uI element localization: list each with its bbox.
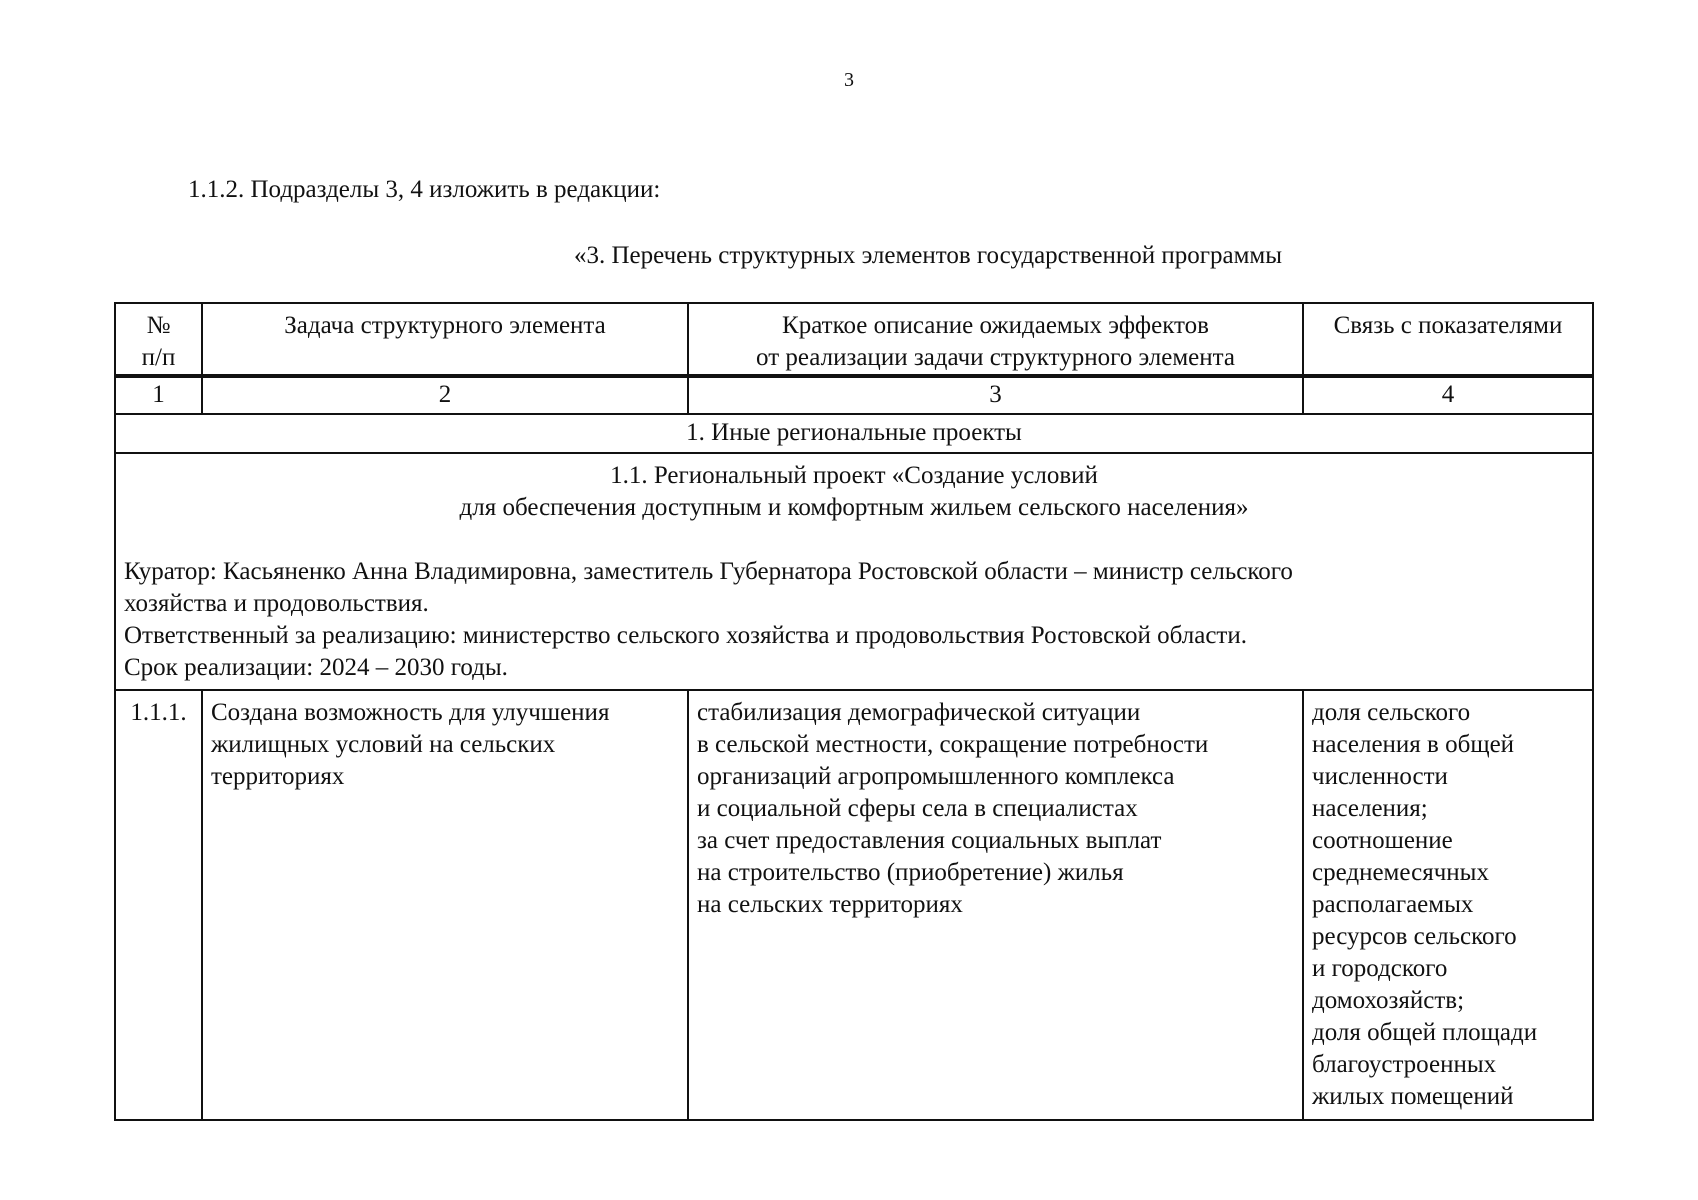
header-indicators [1303,303,1593,376]
intro-paragraph: 1.1.2. Подразделы 3, 4 изложить в редакции: [188,176,661,203]
project-title-line-1: 1.1. Региональный проект «Создание условий [610,462,1098,489]
row-effect-line: организаций агропромышленного комплекса [697,763,1175,790]
header-effects [688,303,1303,376]
row-effect-line: в сельской местности, сокращение потребности [697,731,1209,758]
row-effect-line: и социальной сферы села в специалистах [697,795,1138,822]
row-indicator-line: населения; [1312,795,1428,822]
project-responsible: Ответственный за реализацию: министерство сельского хозяйства и продовольствия Ростовской области. [124,622,1247,649]
row-indicator-line: и городского [1312,955,1448,982]
column-number-2: 2 [202,376,688,414]
project-title [124,460,1584,524]
column-number-1: 1 [115,376,202,414]
project-info [124,556,1584,684]
header-row [115,303,1593,376]
group-row [115,414,1593,453]
row-indicator-line: численности [1312,763,1448,790]
header-num-line-2: п/п [141,344,176,371]
column-number-3: 3 [688,376,1303,414]
project-curator-line-1: Куратор: Касьяненко Анна Владимировна, заместитель Губернатора Ростовской области – министр сельского [124,558,1293,585]
row-task-line: жилищных условий на сельских [211,731,556,758]
column-number-4: 4 [1303,376,1593,414]
row-effect-line: за счет предоставления социальных выплат [697,827,1162,854]
project-curator-line-2: хозяйства и продовольствия. [124,590,429,617]
row-num: 1.1.1. [115,690,202,1120]
row-indicator-line: жилых помещений [1312,1083,1514,1110]
row-indicator-line: домохозяйств; [1312,987,1465,1014]
header-num-line-1: № [146,312,171,339]
row-effect-line: стабилизация демографической ситуации [697,699,1141,726]
row-indicator-line: ресурсов сельского [1312,923,1517,950]
row-task [202,690,688,1120]
row-indicator-line: располагаемых [1312,891,1474,918]
row-indicator-line: соотношение [1312,827,1453,854]
header-effects-line-2: от реализации задачи структурного элемента [756,344,1235,371]
project-cell [115,453,1593,690]
header-task-line-1: Задача структурного элемента [284,312,606,339]
header-indicators-line-1: Связь с показателями [1333,312,1563,339]
section-title [0,240,1698,272]
row-indicator-line: среднемесячных [1312,859,1489,886]
row-task-line: Создана возможность для улучшения [211,699,610,726]
row-indicator-line: доля сельского [1312,699,1471,726]
header-num [115,303,202,376]
column-number-row [115,376,1593,414]
project-title-line-2: для обеспечения доступным и комфортным жильем сельского населения» [459,494,1249,521]
project-term: Срок реализации: 2024 – 2030 годы. [124,654,508,681]
project-row [115,453,1593,690]
row-indicator-line: населения в общей [1312,731,1515,758]
row-indicators [1303,690,1593,1120]
row-task-line: территориях [211,763,345,790]
row-indicator-line: благоустроенных [1312,1051,1497,1078]
group-title: 1. Иные региональные проекты [115,414,1593,453]
table-row [115,690,1593,1120]
header-task [202,303,688,376]
row-effects [688,690,1303,1120]
structure-table [114,302,1594,1121]
row-indicator-line: доля общей площади [1312,1019,1538,1046]
section-title-text: «3. Перечень структурных элементов государственной программы [573,242,1283,269]
row-effect-line: на строительство (приобретение) жилья [697,859,1124,886]
page-number: 3 [844,69,854,91]
header-effects-line-1: Краткое описание ожидаемых эффектов [782,312,1209,339]
row-effect-line: на сельских территориях [697,891,963,918]
